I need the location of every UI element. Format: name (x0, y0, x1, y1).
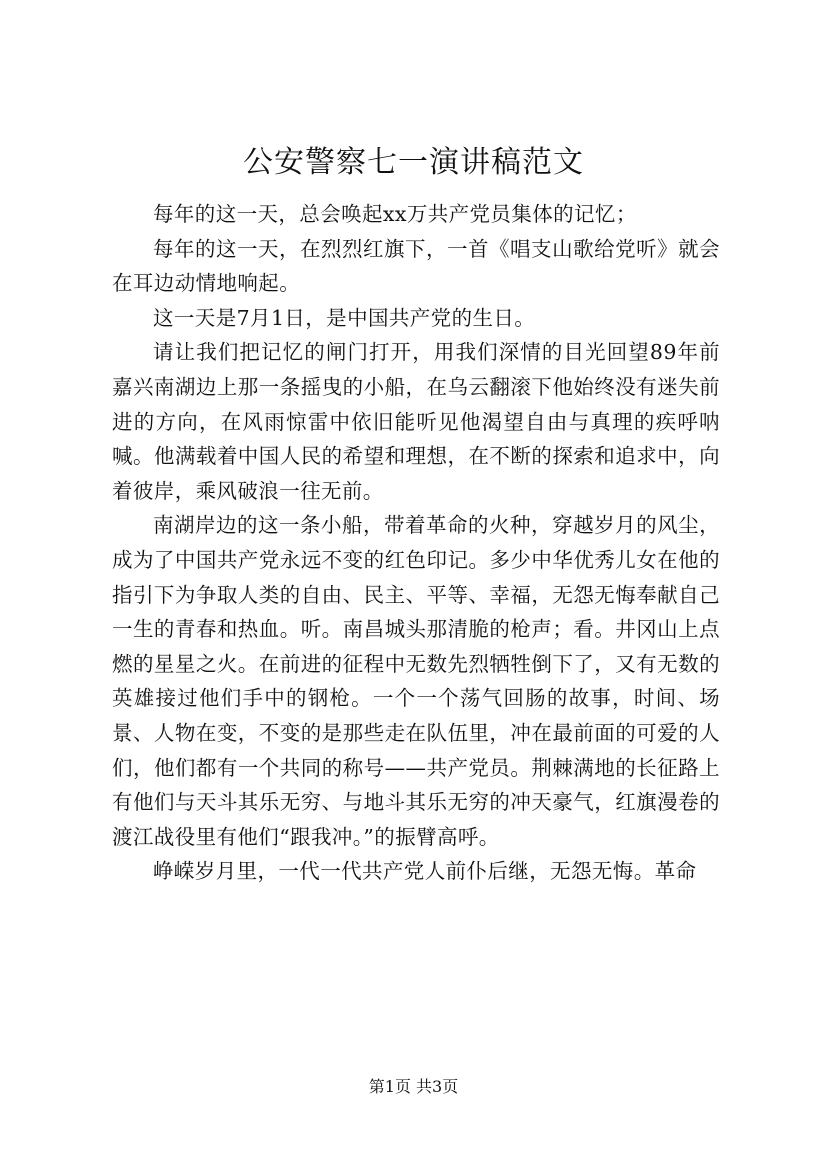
paragraph-6: 峥嵘岁月里，一代一代共产党人前仆后继，无怨无悔。革命 (153, 859, 697, 884)
page-footer: 第1页 共3页 (368, 1077, 459, 1096)
paragraph-4: 请让我们把记忆的闸门打开，用我们深情的目光回望89年前嘉兴南湖边上那一条摇曳的小船，在乌云翻滚下他始终没有迷失前进的方向，在风雨惊雷中依旧能听见他渴望自由与真理的疾呼呐喊。他满载着中国人民的希望和理想，在不断的探索和追求中，向着彼岸，乘风破浪一往无前。 (112, 340, 720, 503)
document-body (112, 197, 720, 889)
paragraph-1: 每年的这一天，总会唤起xx万共产党员集体的记忆； (153, 202, 637, 226)
paragraph-2: 每年的这一天，在烈烈红旗下，一首《唱支山歌给党听》就会在耳边动情地响起。 (112, 236, 720, 296)
paragraph-3: 这一天是7月1日，是中国共产党的生日。 (153, 305, 536, 330)
paragraph-5: 南湖岸边的这一条小船，带着革命的火种，穿越岁月的风尘，成为了中国共产党永远不变的红色印记。多少中华优秀儿女在他的指引下为争取人类的自由、民主、平等、幸福，无怨无悔奉献自己一生的青春和热血。听。南昌城头那清脆的枪声；看。井冈山上点燃的星星之火。在前进的征程中无数先烈牺牲倒下了，又有无数的英雄接过他们手中的钢枪。一个一个荡气回肠的故事，时间、场景、人物在变，不变的是那些走在队伍里，冲在最前面的可爱的人们，他们都有一个共同的称号——共产党员。荆棘满地的长征路上有他们与天斗其乐无穷、与地斗其乐无穷的冲天豪气，红旗漫卷的渡江战役里有他们“跟我冲。”的振臂高呼。 (112, 513, 720, 849)
document-title: 公安警察七一演讲稿范文 (243, 145, 584, 180)
